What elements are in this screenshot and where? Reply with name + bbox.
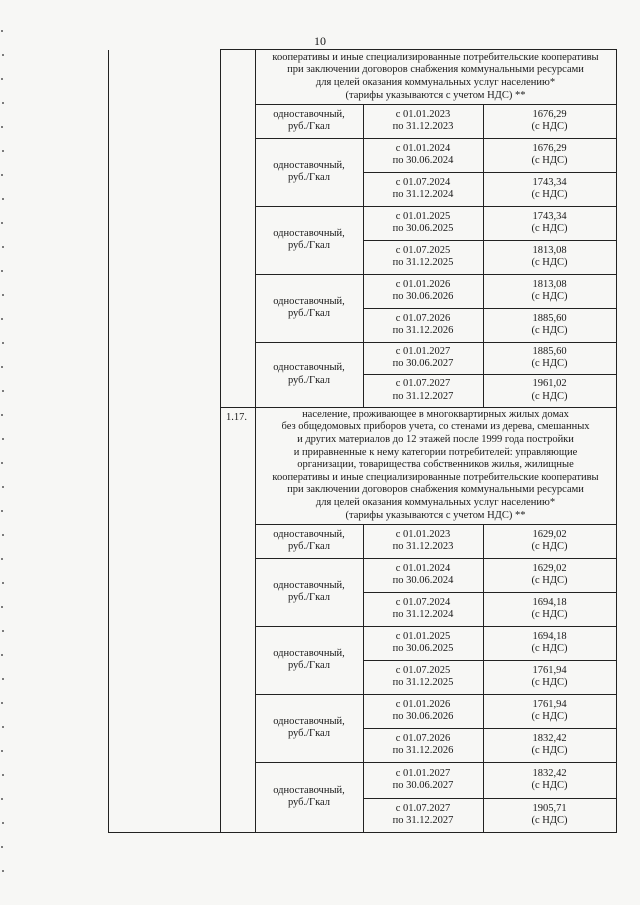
scan-dot [2,198,4,200]
tariff-type-cell: одноставочный, руб./Гкал [273,295,345,319]
value-cell: 1813,08 (с НДС) [531,278,568,302]
scan-dot [1,222,3,224]
scan-dot [2,150,4,152]
table-border-right [616,50,617,832]
tariff-type-cell: одноставочный, руб./Гкал [273,159,345,183]
scan-dot [1,270,3,272]
scan-dot [1,126,3,128]
period-cell: с 01.01.2023 по 31.12.2023 [392,528,454,552]
period-cell: с 01.01.2023 по 31.12.2023 [392,108,454,132]
scan-dot [1,414,3,416]
scan-dot [2,534,4,536]
value-cell: 1813,08 (с НДС) [531,244,568,268]
scan-dot [2,102,4,104]
value-cell: 1676,29 (с НДС) [531,142,568,166]
tariff-table [108,50,616,832]
period-cell: с 01.01.2027 по 30.06.2027 [392,767,454,791]
value-cell: 1832,42 (с НДС) [531,732,568,756]
value-cell: 1629,02 (с НДС) [531,528,568,552]
period-cell: с 01.07.2024 по 31.12.2024 [392,176,454,200]
tariff-type-cell: одноставочный, руб./Гкал [273,528,345,552]
value-cell: 1694,18 (с НДС) [531,596,568,620]
period-cell: с 01.01.2025 по 30.06.2025 [392,630,454,654]
scan-dot [2,870,4,872]
value-cell: 1694,18 (с НДС) [531,630,568,654]
tariff-type-cell: одноставочный, руб./Гкал [273,362,345,386]
scan-dot [2,486,4,488]
period-cell: с 01.01.2025 по 30.06.2025 [392,210,454,234]
period-cell: с 01.07.2027 по 31.12.2027 [392,378,454,402]
row-number: 1.17. [226,412,247,423]
value-cell: 1743,34 (с НДС) [531,176,568,200]
period-cell: с 01.01.2024 по 30.06.2024 [392,142,454,166]
scan-dot [2,726,4,728]
scan-dot [1,78,3,80]
period-cell: с 01.07.2024 по 31.12.2024 [392,596,454,620]
scan-dot [1,750,3,752]
period-cell: с 01.07.2025 по 31.12.2025 [392,664,454,688]
period-cell: с 01.01.2024 по 30.06.2024 [392,562,454,586]
value-cell: 1885,60 (с НДС) [531,312,568,336]
value-cell: 1676,29 (с НДС) [531,108,568,132]
scan-dot [2,438,4,440]
period-cell: с 01.07.2027 по 31.12.2027 [392,802,454,826]
scan-dot [2,774,4,776]
value-cell: 1761,94 (с НДС) [531,698,568,722]
scan-dot [1,846,3,848]
value-cell: 1905,71 (с НДС) [531,802,568,826]
scan-dot [2,390,4,392]
scan-dot [2,246,4,248]
table-border-bottom [108,832,617,833]
section-divider [220,49,617,50]
section-divider [220,407,617,408]
scan-dot [1,510,3,512]
value-cell: 1832,42 (с НДС) [531,767,568,791]
value-cell: 1761,94 (с НДС) [531,664,568,688]
scan-dot [1,702,3,704]
tariff-type-cell: одноставочный, руб./Гкал [273,784,345,808]
page-number: 10 [314,34,326,48]
table-border-left [108,50,109,832]
scan-dot [2,678,4,680]
value-cell: 1885,60 (с НДС) [531,345,568,369]
scan-dot [2,822,4,824]
tariff-type-cell: одноставочный, руб./Гкал [273,579,345,603]
scan-dot [1,318,3,320]
tariff-type-cell: одноставочный, руб./Гкал [273,715,345,739]
scan-dot [1,30,3,32]
period-cell: с 01.07.2026 по 31.12.2026 [392,732,454,756]
scan-dot [2,54,4,56]
scan-dot [1,654,3,656]
scan-dot [1,174,3,176]
scan-dot [2,342,4,344]
tariff-type-cell: одноставочный, руб./Гкал [273,227,345,251]
scan-dot [1,366,3,368]
scan-dot [2,582,4,584]
section-header-text: население, проживающее в многоквартирных жилых домах без общедомовых приборов учета, со стенами из дерева, смешанных и других материалов до 12 этажей после 1999 года постройки и приравненные к нему категории потребителей: управляющие организации, товарищества собственников жилья, жилищные кооперативы и иные специализированные потребительские кооперативы при заключении договоров снабжения коммунальными ресурсами для целей оказания коммунальных услуг населению* (тарифы указываются с учетом НДС) ** [272,408,599,521]
scan-dot [1,798,3,800]
period-cell: с 01.07.2025 по 31.12.2025 [392,244,454,268]
scan-dot [2,630,4,632]
scan-dot [1,606,3,608]
section-header-text: кооперативы и иные специализированные потребительские кооперативы при заключении договоров снабжения коммунальными ресурсами для целей оказания коммунальных услуг населению* (тарифы указываются с учетом НДС) ** [272,51,599,101]
value-cell: 1629,02 (с НДС) [531,562,568,586]
scan-dot [1,558,3,560]
scan-dot [1,462,3,464]
period-cell: с 01.01.2027 по 30.06.2027 [392,345,454,369]
tariff-type-cell: одноставочный, руб./Гкал [273,647,345,671]
scan-dot [2,294,4,296]
value-cell: 1961,02 (с НДС) [531,378,568,402]
scan-edge-dots [0,0,4,905]
period-cell: с 01.01.2026 по 30.06.2026 [392,698,454,722]
tariff-type-cell: одноставочный, руб./Гкал [273,108,345,132]
value-cell: 1743,34 (с НДС) [531,210,568,234]
period-cell: с 01.07.2026 по 31.12.2026 [392,312,454,336]
period-cell: с 01.01.2026 по 30.06.2026 [392,278,454,302]
